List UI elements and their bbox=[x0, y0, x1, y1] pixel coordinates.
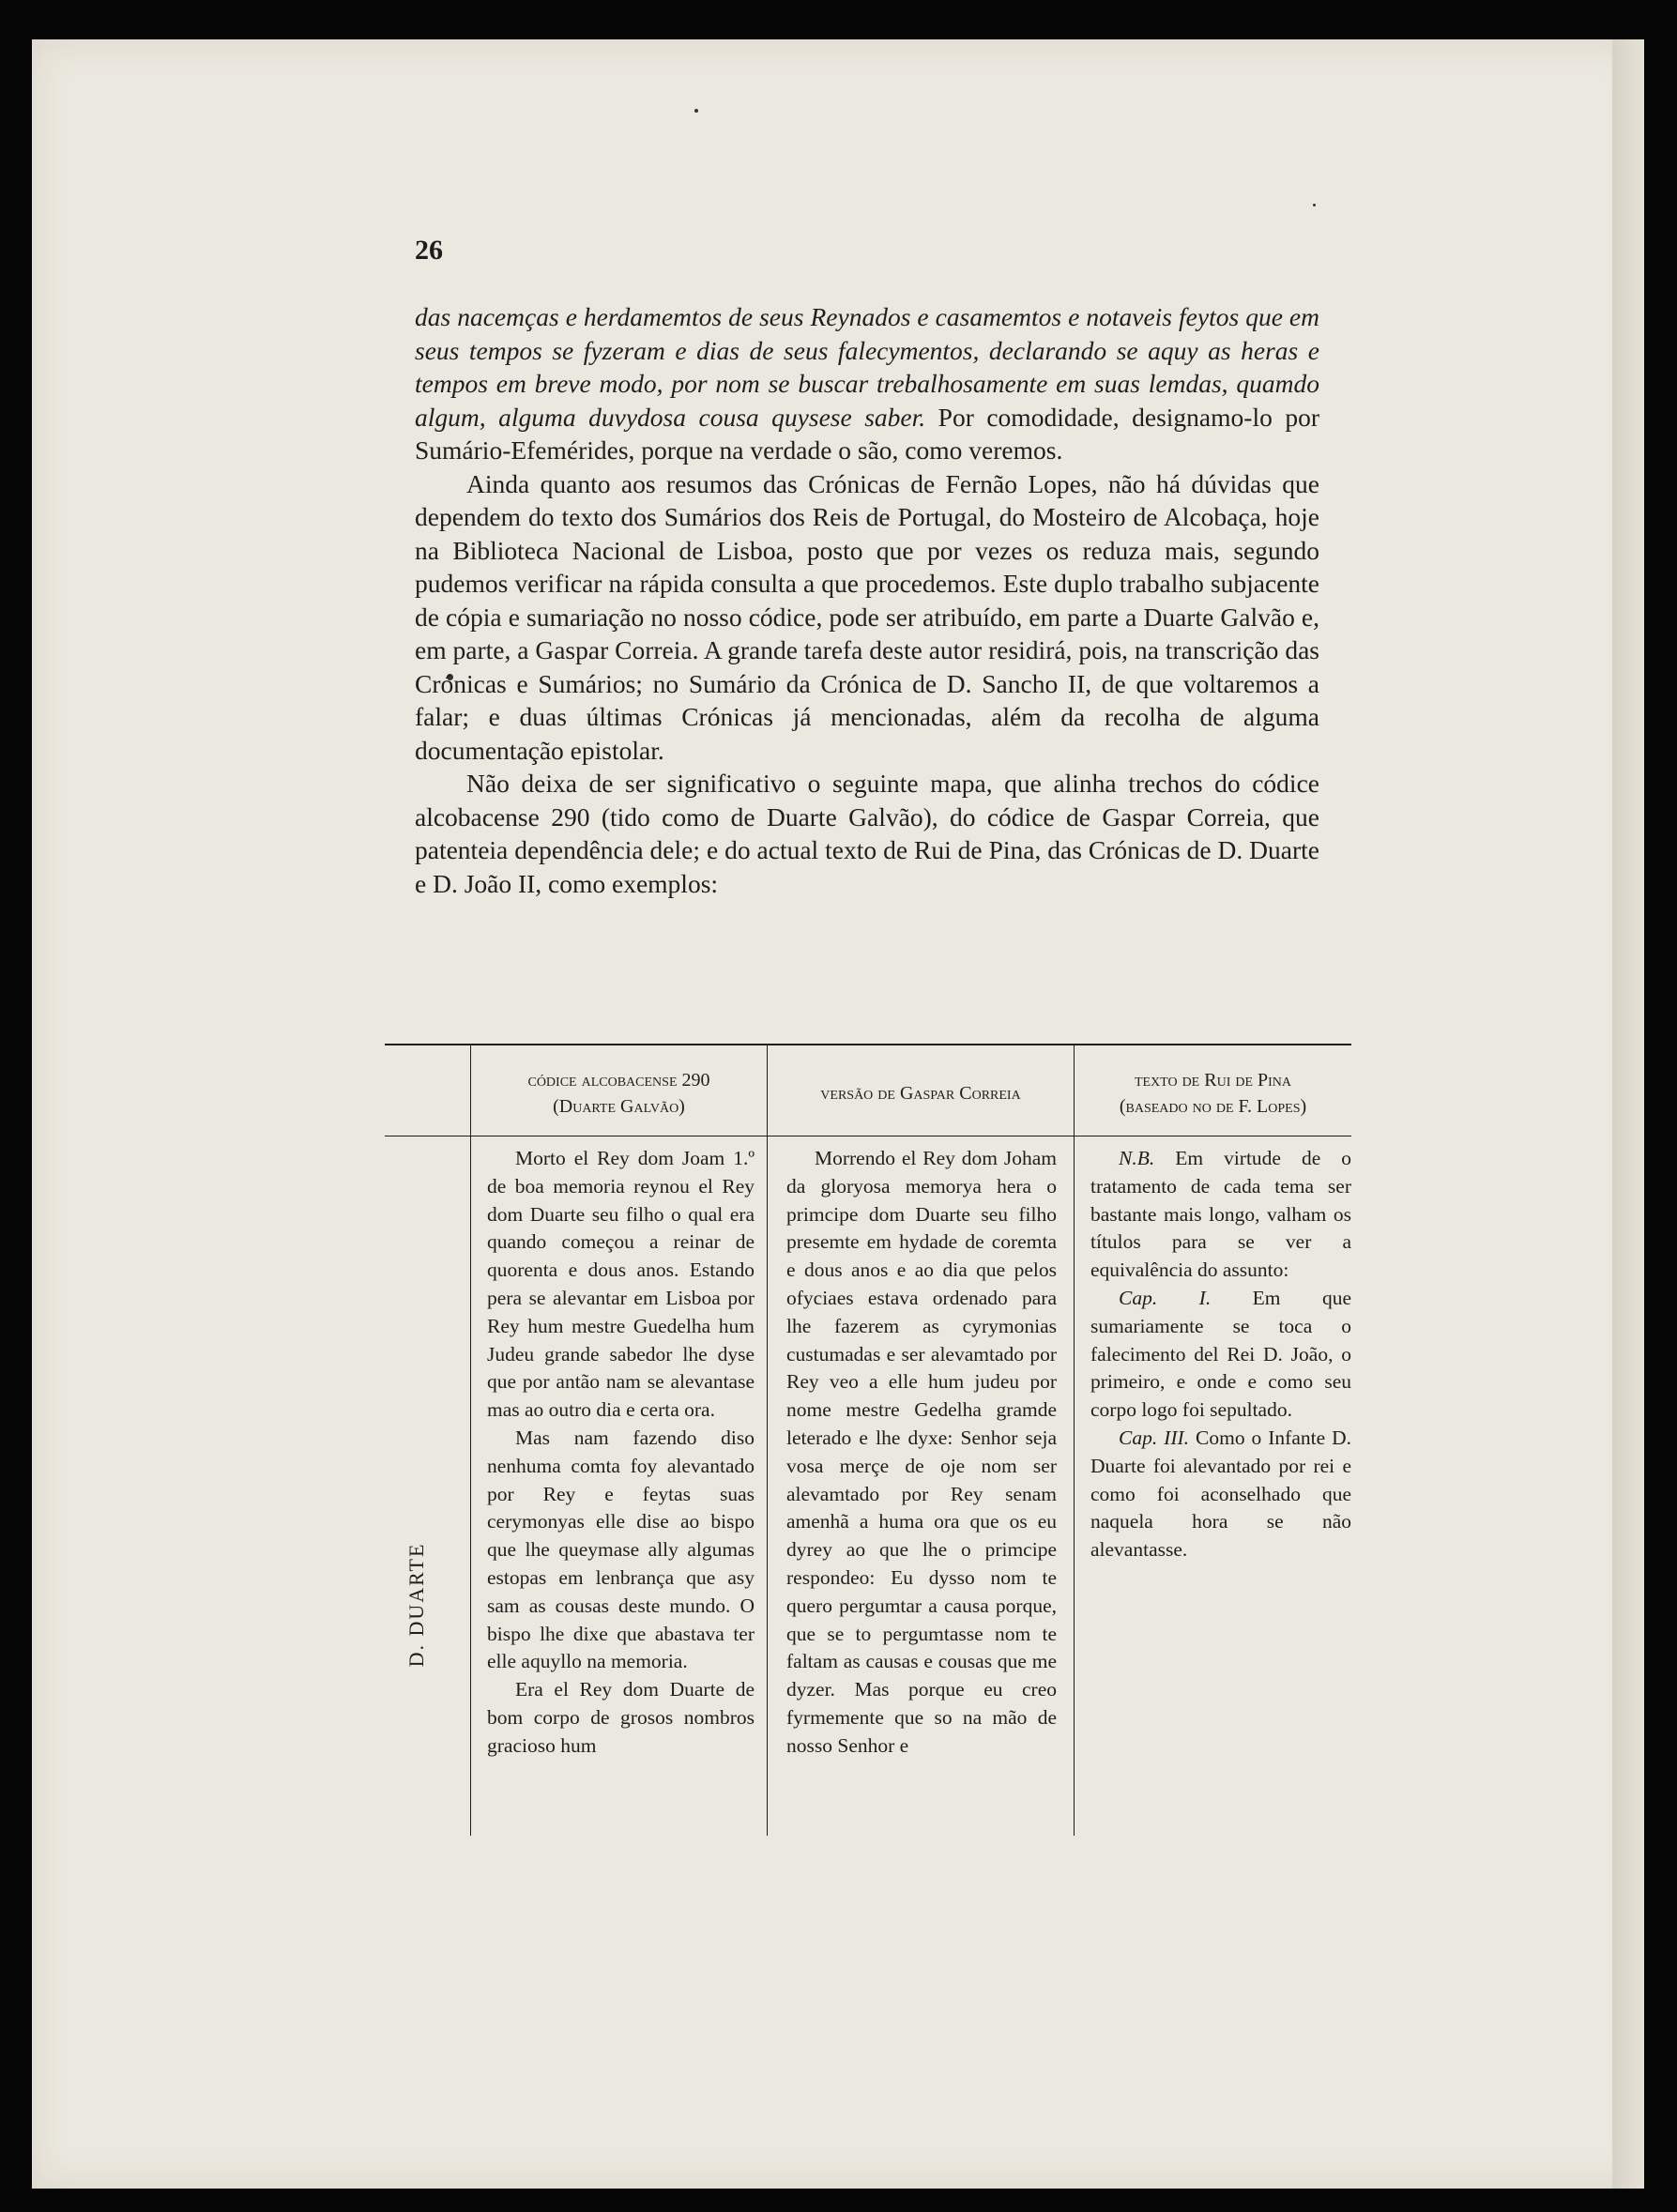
table-cell-galvao bbox=[487, 1145, 755, 1836]
cell-paragraph: Era el Rey dom Duarte de bom corpo de grosos nombros gracioso hum bbox=[487, 1678, 755, 1757]
column-header bbox=[471, 1060, 767, 1126]
column-divider bbox=[1074, 1045, 1075, 1836]
text-span: Em que sumariamente se toca o falecimento del Rei D. João, o primeiro, e onde e como seu corpo logo foi sepultado. bbox=[1090, 1286, 1351, 1422]
page-edge bbox=[1612, 39, 1644, 2189]
text-span: Ainda quanto aos resumos das Crónicas de Fernão Lopes, não há dúvidas que dependem do texto dos Sumários dos Reis de Portugal, do Mosteiro de Alcobaça, hoje na Biblioteca Nacional de Lisboa, posto que por vezes os reduza mais, segundo pudemos verificar na rápida consulta a que procedemos. Este duplo trabalho subjacente de cópia e sumariação no nosso códice, pode ser atribuído, em parte a Duarte Galvão e, em parte, a Gaspar Correia. A grande tarefa deste autor residirá, pois, na transcrição das Crónicas e Sumários; no Sumário da Crónica de D. Sancho II, de que voltaremos a falar; e duas últimas Crónicas já mencionadas, além da recolha de alguma documentação epistolar. bbox=[415, 468, 1319, 765]
speck bbox=[694, 109, 698, 113]
chapter-label: Cap. I. bbox=[1119, 1286, 1212, 1309]
cell-paragraph: Morrendo el Rey dom Joham da gloryosa memorya hera o primcipe dom Duarte seu filho presemte em hydade de coremta e dous anos e ao dia que pelos ofyciaes estava ordenado para lhe fazerem as cyrymonias custumadas e ser alevamtado por Rey veo a elle hum judeu por nome mestre Gedelha gramde leterado e lhe dyxe: Senhor seja vosa merçe de oje nom ser alevamtado por Rey senam amenhã a huma ora que os eu dyrey ao que lhe o primcipe respondeo: Eu dysso nom te quero pergumtar a causa porque, que se to pergumtasse nom te faltam as causas e cousas que me dyzer. Mas porque eu creo fyrmemente que so na mão de nosso Senhor e bbox=[786, 1147, 1057, 1757]
header-line: (baseado no de F. Lopes) bbox=[1119, 1096, 1307, 1117]
cell-paragraph: Mas nam fazendo diso nenhuma comta foy alevantado por Rey e feytas suas cerymonyas elle dise ao bispo que lhe queymase ally algumas estopas em lenbrança que asy sam as cousas deste mundo. O bispo lhe dixe que abastava ter elle aquyllo na memoria. bbox=[487, 1426, 755, 1673]
table-cell-correia bbox=[786, 1145, 1057, 1836]
cell-paragraph bbox=[1090, 1145, 1351, 1285]
row-label-text: D. DUARTE bbox=[404, 1542, 428, 1668]
header-line: códice alcobacense 290 bbox=[527, 1070, 710, 1091]
header-line: texto de Rui de Pina bbox=[1134, 1070, 1292, 1091]
page-number: 26 bbox=[415, 235, 443, 266]
table-top-rule bbox=[385, 1044, 1351, 1045]
text-span: Por comodidade, designamo-lo por Sumário-Efemérides, porque na verdade o são, como veremos. bbox=[415, 402, 1319, 465]
paragraph-1 bbox=[415, 300, 1319, 467]
column-header bbox=[1075, 1060, 1351, 1126]
note-label: N.B. bbox=[1119, 1147, 1155, 1169]
text-span: Como o Infante D. Duarte foi alevantado por rei e como foi aconselhado que naquela hora se não alevantasse. bbox=[1090, 1426, 1351, 1562]
column-divider bbox=[470, 1136, 471, 1836]
text-span: Em virtude de o tratamento de cada tema ser bastante mais longo, valham os títulos para se ver a equivalência do assunto: bbox=[1090, 1147, 1351, 1282]
paragraph-3 bbox=[415, 767, 1319, 900]
cell-paragraph bbox=[1090, 1425, 1351, 1564]
column-divider bbox=[767, 1045, 768, 1836]
body-text bbox=[415, 300, 1319, 900]
header-line: versão de Gaspar Correia bbox=[820, 1083, 1021, 1104]
quoted-title: das nacemças e herdamemtos de seus Reynados e casamemtos e notaveis feytos que em seus tempos se fyzeram e dias de seus falecymentos, declarando se aquy as heras e tempos em breve modo, por nom se buscar trebalhosamente em suas lemdas, quamdo algum, alguma duvydosa cousa quysese saber. bbox=[415, 302, 1319, 432]
column-header bbox=[768, 1060, 1074, 1126]
speck bbox=[1313, 204, 1316, 206]
header-line: (Duarte Galvão) bbox=[553, 1096, 685, 1117]
cell-paragraph bbox=[1090, 1285, 1351, 1425]
paragraph-2 bbox=[415, 467, 1319, 768]
cell-paragraph: Morto el Rey dom Joam 1.º de boa memoria reynou el Rey dom Duarte seu filho o qual era quando começou a reinar de quorenta e dous anos. Estando pera se alevantar em Lisboa por Rey hum mestre Guedelha hum Judeu grande sabedor lhe dyse que por antão nam se alevantase mas ao outro dia e certa ora. bbox=[487, 1147, 755, 1422]
text-span: Não deixa de ser significativo o seguinte mapa, que alinha trechos do códice alcobacense 290 (tido como de Duarte Galvão), do códice de Gaspar Correia, que patenteia dependência dele; e do actual texto de Rui de Pina, das Crónicas de D. Duarte e D. João II, como exemplos: bbox=[415, 769, 1319, 898]
comparison-table bbox=[385, 1004, 1351, 1838]
chapter-label: Cap. III. bbox=[1119, 1426, 1190, 1449]
table-header-rule bbox=[385, 1136, 1351, 1137]
table-cell-pina bbox=[1090, 1145, 1351, 1836]
